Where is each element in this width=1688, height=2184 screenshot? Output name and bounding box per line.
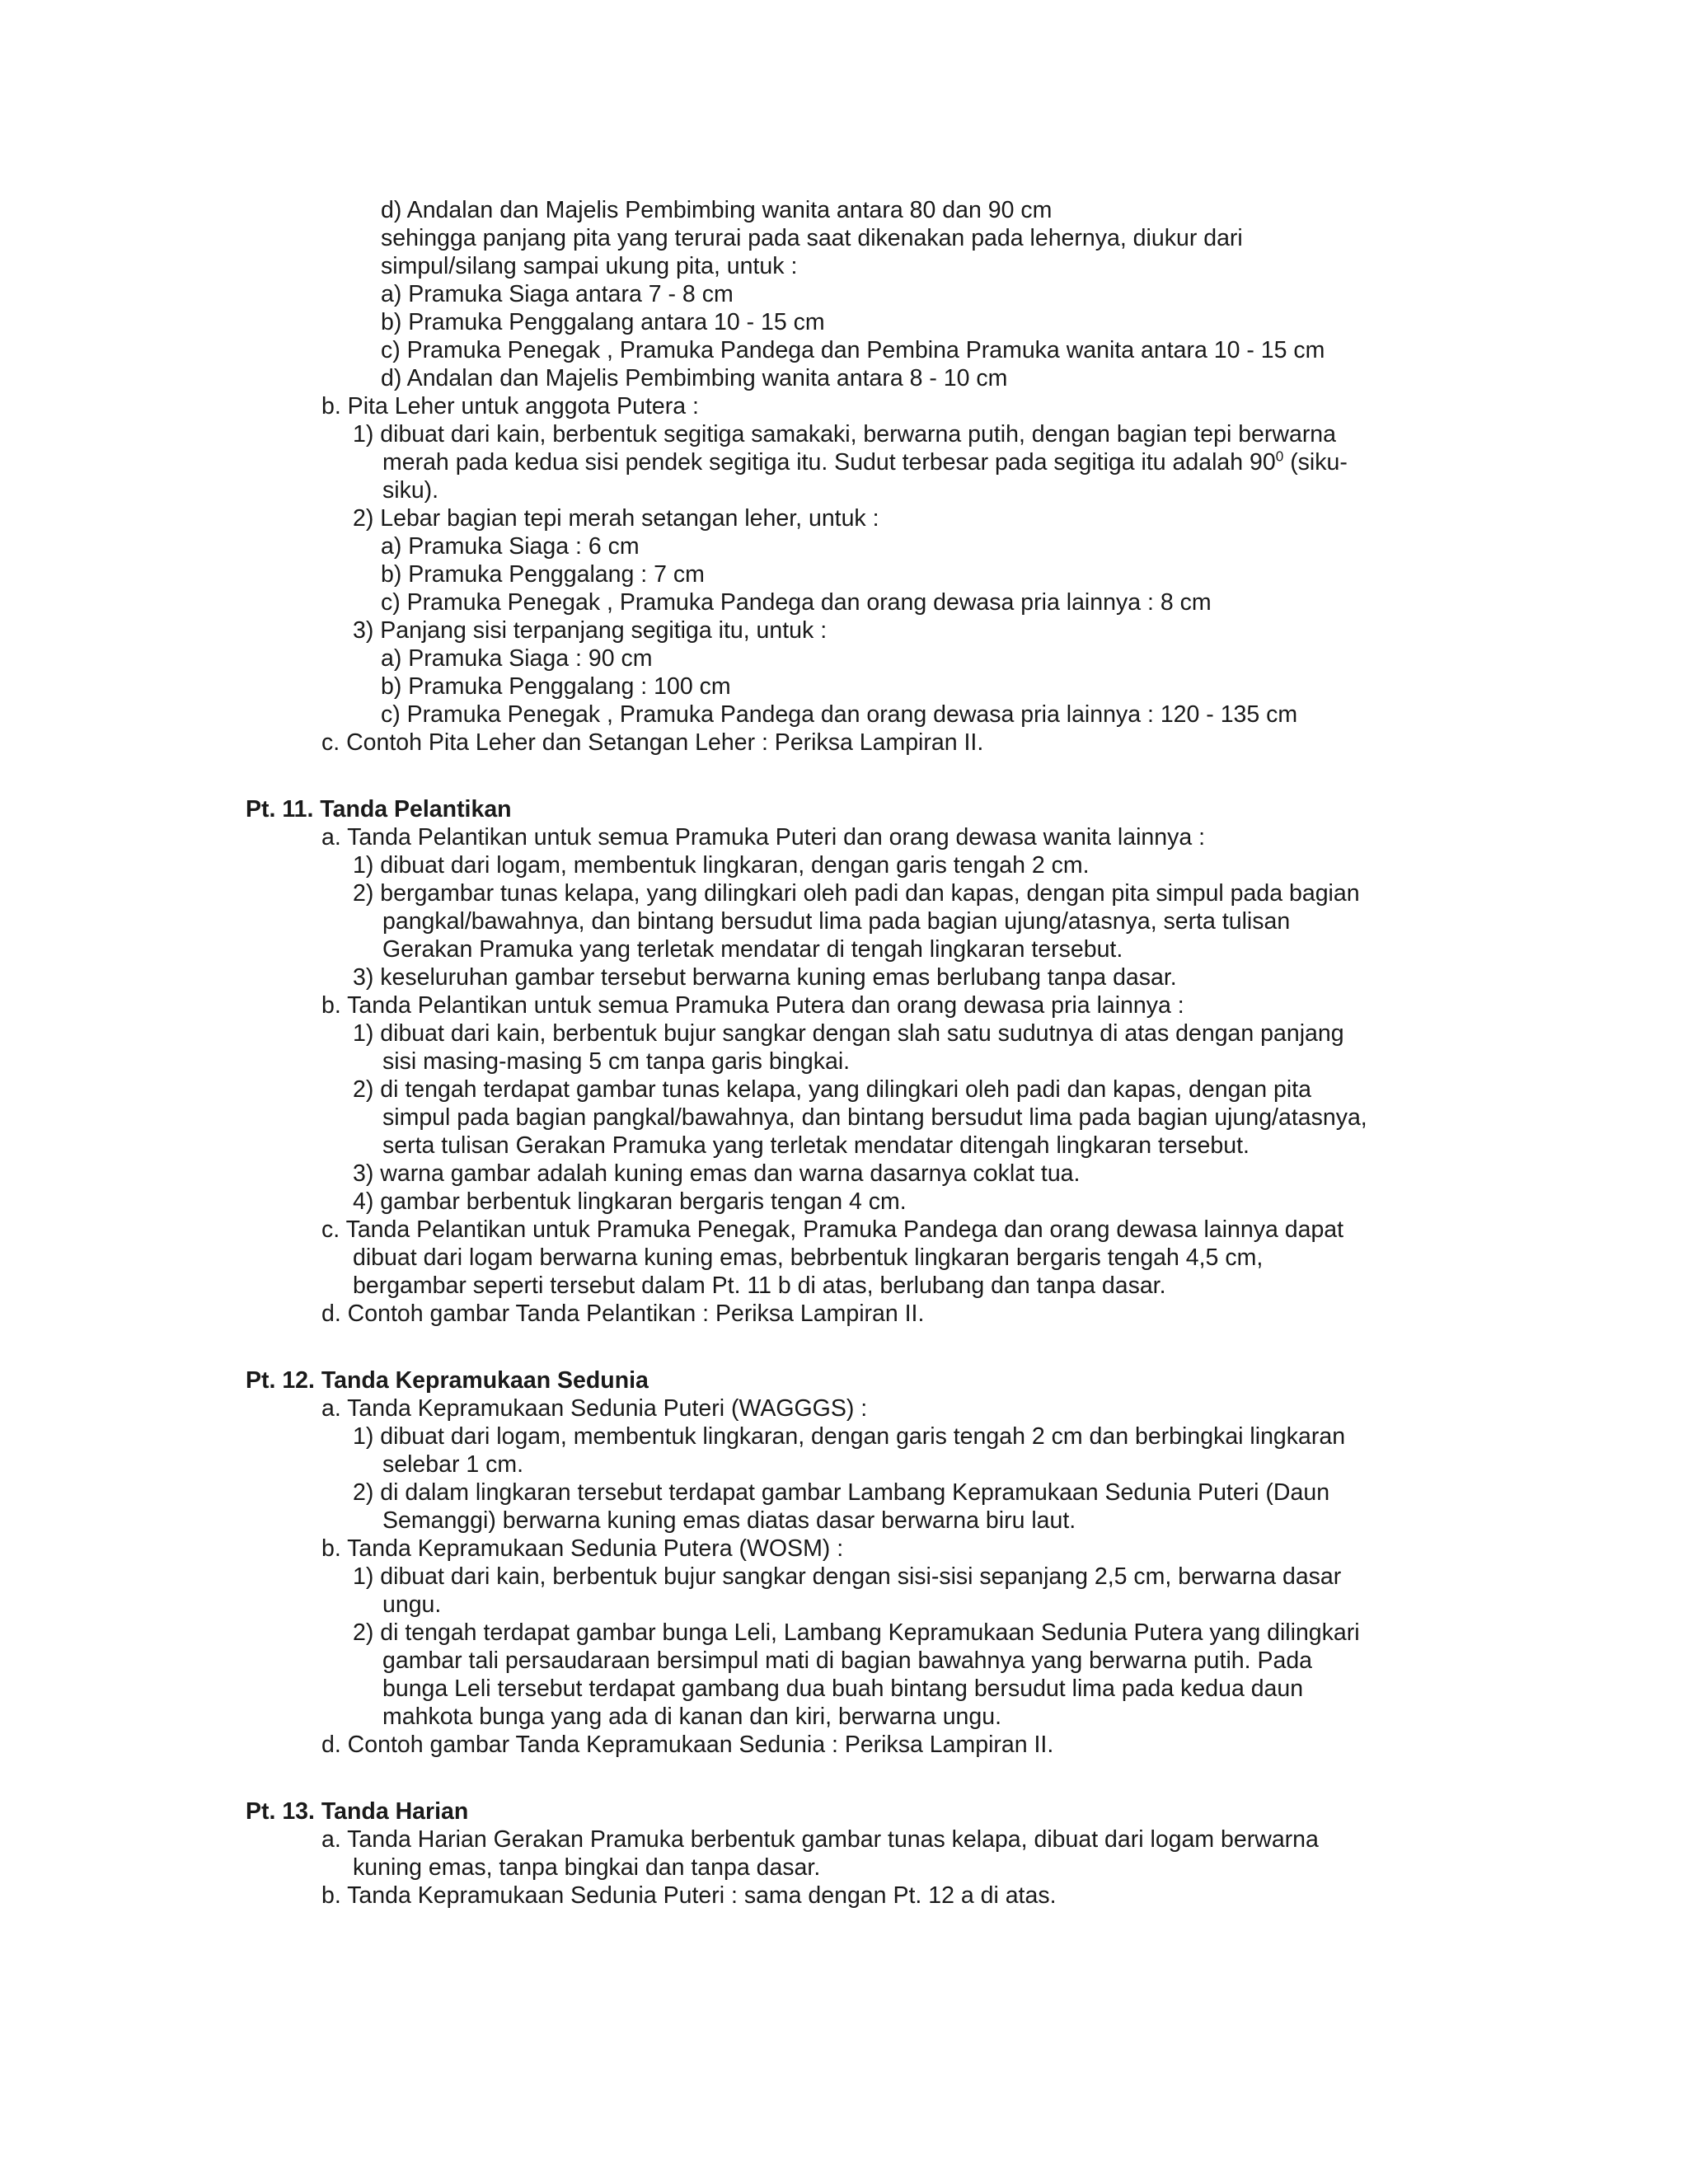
text-line: sisi masing-masing 5 cm tanpa garis bingkai. (382, 1048, 851, 1075)
list-item: a. Tanda Pelantikan untuk semua Pramuka Puteri dan orang dewasa wanita lainnya : (321, 824, 1206, 851)
list-item: 2) di dalam lingkaran tersebut terdapat gambar Lambang Kepramukaan Sedunia Puteri (Daun (353, 1479, 1330, 1506)
list-item: a. Tanda Harian Gerakan Pramuka berbentuk gambar tunas kelapa, dibuat dari logam berwarna (321, 1826, 1319, 1853)
list-item: 1) dibuat dari kain, berbentuk bujur sangkar dengan slah satu sudutnya di atas dengan panjang (353, 1020, 1344, 1047)
text-line: Semanggi) berwarna kuning emas diatas dasar berwarna biru laut. (382, 1507, 1076, 1534)
text-line: gambar tali persaudaraan bersimpul mati di bagian bawahnya yang berwarna putih. Pada (382, 1647, 1313, 1674)
superscript: 0 (1275, 448, 1284, 465)
list-item: b) Pramuka Penggalang antara 10 - 15 cm (381, 309, 825, 335)
list-item: d. Contoh gambar Tanda Kepramukaan Sedunia : Periksa Lampiran II. (321, 1732, 1054, 1758)
list-item: b. Pita Leher untuk anggota Putera : (321, 393, 699, 419)
list-item: c) Pramuka Penegak , Pramuka Pandega dan orang dewasa pria lainnya : 120 - 135 cm (381, 701, 1298, 728)
list-item: 1) dibuat dari logam, membentuk lingkaran, dengan garis tengah 2 cm. (353, 852, 1090, 879)
list-item: d. Contoh gambar Tanda Pelantikan : Periksa Lampiran II. (321, 1301, 925, 1327)
list-item: 2) bergambar tunas kelapa, yang dilingkari oleh padi dan kapas, dengan pita simpul pada bagian (353, 880, 1360, 907)
list-item: 1) dibuat dari kain, berbentuk bujur sangkar dengan sisi-sisi sepanjang 2,5 cm, berwarna dasar (353, 1563, 1342, 1590)
list-item: 2) di tengah terdapat gambar tunas kelapa, yang dilingkari oleh padi dan kapas, dengan pita (353, 1076, 1311, 1103)
list-item: c) Pramuka Penegak , Pramuka Pandega dan orang dewasa pria lainnya : 8 cm (381, 589, 1212, 616)
list-item: d) Andalan dan Majelis Pembimbing wanita antara 8 - 10 cm (381, 365, 1008, 391)
section-heading: Pt. 11. Tanda Pelantikan (246, 796, 512, 823)
list-item: 2) di tengah terdapat gambar bunga Leli, Lambang Kepramukaan Sedunia Putera yang dilingkari (353, 1619, 1360, 1646)
list-item: a) Pramuka Siaga : 6 cm (381, 533, 640, 560)
section-heading: Pt. 12. Tanda Kepramukaan Sedunia (246, 1367, 649, 1394)
text-line: mahkota bunga yang ada di kanan dan kiri, berwarna ungu. (382, 1704, 1002, 1730)
list-item: b) Pramuka Penggalang : 100 cm (381, 673, 731, 700)
list-item: b. Tanda Pelantikan untuk semua Pramuka Putera dan orang dewasa pria lainnya : (321, 992, 1184, 1019)
text-line (382, 448, 1348, 476)
text-line: simpul pada bagian pangkal/bawahnya, dan bintang bersudut lima pada bagian ujung/atasnya, (382, 1104, 1367, 1131)
list-item: 3) warna gambar adalah kuning emas dan warna dasarnya coklat tua. (353, 1160, 1081, 1187)
text-line: d) Andalan dan Majelis Pembimbing wanita antara 80 dan 90 cm (381, 197, 1053, 223)
section-heading: Pt. 13. Tanda Harian (246, 1798, 469, 1825)
text-line: pangkal/bawahnya, dan bintang bersudut lima pada bagian ujung/atasnya, serta tulisan (382, 908, 1291, 935)
list-item: a) Pramuka Siaga antara 7 - 8 cm (381, 281, 734, 307)
list-item: 1) dibuat dari logam, membentuk lingkaran, dengan garis tengah 2 cm dan berbingkai lingkaran (353, 1423, 1346, 1450)
text-line: bunga Leli tersebut terdapat gambang dua buah bintang bersudut lima pada kedua daun (382, 1675, 1304, 1702)
list-item: a. Tanda Kepramukaan Sedunia Puteri (WAGGGS) : (321, 1395, 868, 1422)
list-item: b) Pramuka Penggalang : 7 cm (381, 561, 705, 588)
list-item: b. Tanda Kepramukaan Sedunia Putera (WOSM) : (321, 1535, 844, 1562)
text-line: simpul/silang sampai ukung pita, untuk : (381, 253, 798, 279)
text-segment: (siku- (1290, 449, 1348, 476)
text-line: bergambar seperti tersebut dalam Pt. 11 b di atas, berlubang dan tanpa dasar. (353, 1272, 1166, 1299)
list-item: b. Tanda Kepramukaan Sedunia Puteri : sama dengan Pt. 12 a di atas. (321, 1882, 1057, 1909)
list-item: c. Contoh Pita Leher dan Setangan Leher : Periksa Lampiran II. (321, 729, 984, 756)
text-line: siku). (382, 477, 439, 504)
list-item: 3) keseluruhan gambar tersebut berwarna kuning emas berlubang tanpa dasar. (353, 964, 1177, 991)
text-line: kuning emas, tanpa bingkai dan tanpa dasar. (353, 1854, 821, 1881)
list-item: 4) gambar berbentuk lingkaran bergaris tengan 4 cm. (353, 1188, 907, 1215)
text-line: Gerakan Pramuka yang terletak mendatar di tengah lingkaran tersebut. (382, 936, 1123, 963)
text-line: selebar 1 cm. (382, 1451, 524, 1478)
list-item: 3) Panjang sisi terpanjang segitiga itu, untuk : (353, 617, 828, 644)
text-line: ungu. (382, 1591, 442, 1618)
text-line: sehingga panjang pita yang terurai pada saat dikenakan pada lehernya, diukur dari (381, 225, 1243, 251)
list-item: 2) Lebar bagian tepi merah setangan leher, untuk : (353, 505, 879, 532)
text-segment: merah pada kedua sisi pendek segitiga itu. Sudut terbesar pada segitiga itu adalah 90 (382, 449, 1276, 476)
list-item: a) Pramuka Siaga : 90 cm (381, 645, 653, 672)
list-item: 1) dibuat dari kain, berbentuk segitiga samakaki, berwarna putih, dengan bagian tepi berwarna (353, 421, 1337, 448)
text-line: dibuat dari logam berwarna kuning emas, bebrbentuk lingkaran bergaris tengah 4,5 cm, (353, 1244, 1264, 1271)
text-line: serta tulisan Gerakan Pramuka yang terletak mendatar ditengah lingkaran tersebut. (382, 1132, 1250, 1159)
list-item: c. Tanda Pelantikan untuk Pramuka Penegak, Pramuka Pandega dan orang dewasa lainnya dapat (321, 1216, 1344, 1243)
list-item: c) Pramuka Penegak , Pramuka Pandega dan Pembina Pramuka wanita antara 10 - 15 cm (381, 337, 1325, 363)
